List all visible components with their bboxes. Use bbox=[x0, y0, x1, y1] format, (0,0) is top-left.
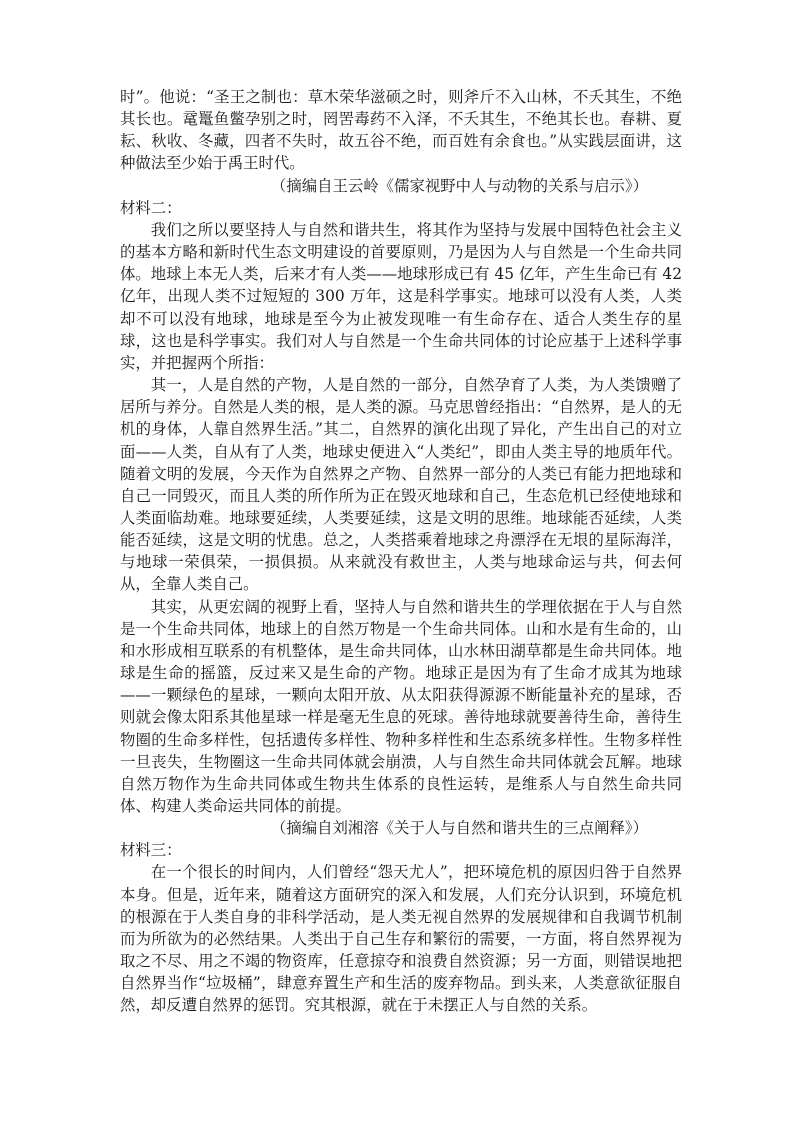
paragraph-material-2-2: 其一，人是自然的产物，人是自然的一部分，自然孕育了人类，为人类馈赠了居所与养分。自然是人类的根，是人类的源。马克思曾经指出：“自然界，是人的无机的身体，人靠自然界生活。”其二，自然界的演化出现了异化，产生出自己的对立面——人类，自从有了人类，地球史便进入“人类纪”，即由人类主导的地质年代。随着文明的发展，今天作为自然界之产物、自然界一部分的人类已有能力把地球和自己一同毁灭，而且人类的所作所为正在毁灭地球和自己，生态危机已经使地球和人类面临劫难。地球要延续，人类要延续，这是文明的思维。地球能否延续，人类能否延续，这是文明的忧患。总之，人类搭乘着地球之舟漂浮在无垠的星际海洋，与地球一荣俱荣，一损俱损。从来就没有救世主，人类与地球命运与共，何去何从，全靠人类自己。 bbox=[120, 376, 682, 594]
document-page bbox=[120, 86, 682, 1017]
source-citation-1: （摘编自王云岭《儒家视野中人与动物的关系与启示》） bbox=[270, 176, 648, 195]
section-heading-material-2: 材料二： bbox=[120, 198, 182, 217]
section-heading-material-3: 材料三： bbox=[120, 841, 182, 860]
paragraph-material-3-1: 在一个很长的时间内，人们曾经“怨天尤人”，把环境危机的原因归咎于自然界本身。但是，近年来，随着这方面研究的深入和发展，人们充分认识到，环境危机的根源在于人类自身的非科学活动，是人类无视自然界的发展规律和自我调节机制而为所欲为的必然结果。人类出于自己生存和繁衍的需要，一方面，将自然界视为取之不尽、用之不竭的物资库，任意掠夺和浪费自然资源；另一方面，则错误地把自然界当作“垃圾桶”，肆意弃置生产和生活的废弃物品。到头来，人类意欲征服自然，却反遭自然界的惩罚。究其根源，就在于未摆正人与自然的关系。 bbox=[120, 863, 682, 1015]
paragraph-material-2-1: 我们之所以要坚持人与自然和谐共生，将其作为坚持与发展中国特色社会主义的基本方略和新时代生态文明建设的首要原则，乃是因为人与自然是一个生命共同体。地球上本无人类，后来才有人类——地球形成已有 45 亿年，产生生命已有 42 亿年，出现人类不过短短的 300 万年，这是科学事实。地球可以没有人类，人类却不可以没有地球，地球是至今为止被发现唯一有生命存在、适合人类生存的星球，这也是科学事实。我们对人与自然是一个生命共同体的讨论应基于上述科学事实，并把握两个所指： bbox=[120, 220, 682, 372]
paragraph-intro-continuation: 时”。他说：“圣王之制也：草木荣华滋硕之时，则斧斤不入山林，不夭其生，不绝其长也。鼋鼍鱼鳖孕别之时，罔罟毒药不入泽，不夭其生，不绝其长也。春耕、夏耘、秋收、冬藏，四者不失时，故五谷不绝，而百姓有余食也。”从实践层面讲，这种做法至少始于禹王时代。 bbox=[120, 88, 682, 173]
source-citation-2: （摘编自刘湘溶《关于人与自然和谐共生的三点阐释》） bbox=[270, 819, 648, 838]
paragraph-material-2-3: 其实，从更宏阔的视野上看，坚持人与自然和谐共生的学理依据在于人与自然是一个生命共同体，地球上的自然万物是一个生命共同体。山和水是有生命的，山和水形成相互联系的有机整体，是生命共同体，山水林田湖草都是生命共同体。地球是生命的摇篮，反过来又是生命的产物。地球正是因为有了生命才成其为地球——一颗绿色的星球，一颗向太阳开放、从太阳获得源源不断能量补充的星球，否则就会像太阳系其他星球一样是毫无生息的死球。善待地球就要善待生命，善待生物圈的生命多样性，包括遗传多样性、物种多样性和生态系统多样性。生物多样性一旦丧失，生物圈这一生命共同体就会崩溃，人与自然生命共同体就会瓦解。地球自然万物作为生命共同体或生物共生体系的良性运转，是维系人与自然生命共同体、构建人类命运共同体的前提。 bbox=[120, 597, 682, 815]
